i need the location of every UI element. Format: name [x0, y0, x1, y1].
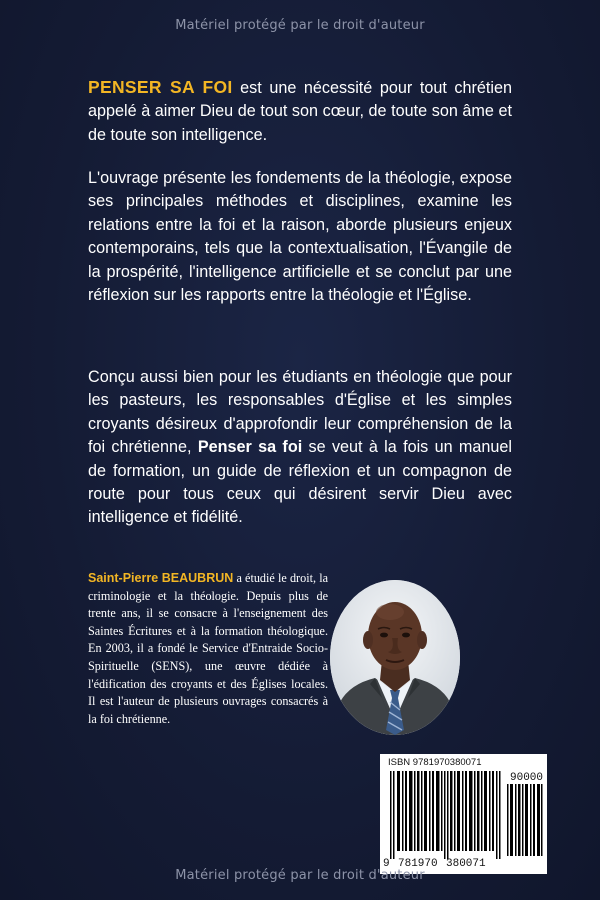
intro-text: est une nécessité pour tout chrétien appelé à aimer Dieu de tout son cœur, de toute son âme et de toute son intelligence.	[88, 79, 512, 144]
author-portrait-image	[330, 580, 460, 735]
barcode-digits-group1: 781970	[398, 858, 438, 870]
description-paragraph: L'ouvrage présente les fondements de la théologie, expose ses principales méthodes et disciplines, examine les relations entre la foi et la raison, aborde plusieurs enjeux contemporains, tels que la contextualisation, l'Évangile de la prospérité, l'intelligence artificielle et se conclut par une réflexion sur les rapports entre la théologie et l'Église.	[88, 169, 512, 305]
isbn-barcode	[380, 754, 547, 874]
author-portrait	[330, 580, 460, 735]
author-bio	[88, 570, 328, 728]
author-name: Saint-Pierre BEAUBRUN	[88, 571, 234, 585]
book-title-highlight: PENSER SA FOI	[88, 77, 233, 97]
author-bio-text: a étudié le droit, la criminologie et la théologie. Depuis plus de trente ans, il se consacre à l'enseignement des Saintes Écritures et à la formation théologique. En 2003, il a fondé le Service d'Entraide Socio-Spirituelle (SENS), une œuvre dédiée à l'édification des croyants et des Églises locales. Il est l'auteur de plusieurs ouvrages consacrés à la foi chrétienne.	[88, 571, 328, 726]
barcode-bars	[390, 771, 502, 859]
book-title-inline: Penser sa foi	[197, 438, 303, 457]
audience-paragraph	[88, 366, 512, 530]
copyright-watermark-top: Matériel protégé par le droit d'auteur	[175, 18, 425, 33]
isbn-label: ISBN 9781970380071	[388, 757, 482, 768]
barcode-digits-group2: 380071	[446, 858, 486, 870]
barcode-digit-first: 9	[383, 858, 390, 870]
audience-text-before: Conçu aussi bien pour les étudiants en théologie que pour les pasteurs, les responsables d'Église et les simples croyants désireux d'approfondir leur compréhension de la foi chrétienne,	[88, 368, 512, 457]
audience-text-after: se veut à la fois un manuel de formation, un guide de réflexion et un compagnon de route pour tous ceux qui désirent servir Dieu avec intelligence et fidélité.	[88, 438, 512, 527]
copyright-watermark-bottom: Matériel protégé par le droit d'auteur	[175, 868, 425, 883]
price-barcode-bars	[507, 784, 543, 856]
price-code: 90000	[510, 772, 544, 784]
intro-paragraph	[88, 76, 512, 147]
